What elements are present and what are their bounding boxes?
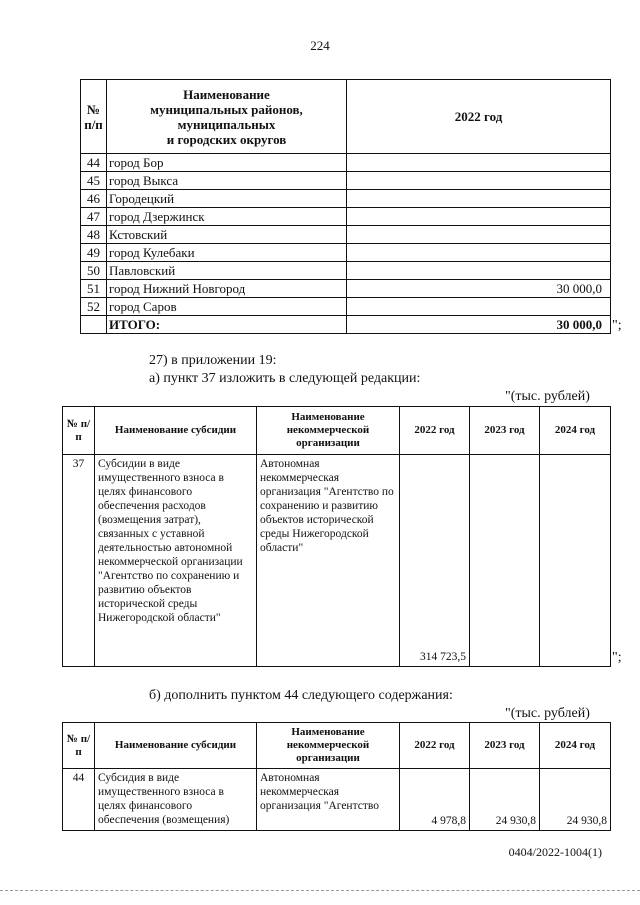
row-value — [347, 208, 611, 226]
row-name: город Саров — [107, 298, 347, 316]
row-name: город Кулебаки — [107, 244, 347, 262]
row-num: 48 — [81, 226, 107, 244]
row-name: Городецкий — [107, 190, 347, 208]
header-municipality — [107, 80, 347, 154]
table-row — [63, 769, 611, 831]
row-name: Павловский — [107, 262, 347, 280]
header-year-2022: 2022 год — [347, 80, 611, 154]
row-value-2022: 314 723,5 — [400, 455, 470, 667]
table-row — [81, 190, 611, 208]
row-value — [347, 244, 611, 262]
page-edge-divider — [0, 890, 640, 891]
row-name: город Нижний Новгород — [107, 280, 347, 298]
paragraph-a: а) пункт 37 изложить в следующей редакции: — [149, 371, 421, 386]
header-year-2023: 2023 год — [470, 723, 540, 769]
row-value — [347, 262, 611, 280]
municipalities-table — [80, 79, 611, 334]
total-empty-cell — [81, 316, 107, 334]
row-num: 45 — [81, 172, 107, 190]
header-year-2023: 2023 год — [470, 407, 540, 455]
row-num: 52 — [81, 298, 107, 316]
table-row — [81, 154, 611, 172]
subsidy-table-37 — [62, 406, 611, 667]
row-value-2024: 24 930,8 — [540, 769, 611, 831]
table-row — [81, 244, 611, 262]
row-num: 37 — [63, 455, 95, 667]
header-line: муниципальных — [177, 116, 276, 132]
row-num: 44 — [81, 154, 107, 172]
row-num: 44 — [63, 769, 95, 831]
row-num: 51 — [81, 280, 107, 298]
total-row — [81, 316, 611, 334]
row-num: 50 — [81, 262, 107, 280]
table-row — [81, 172, 611, 190]
header-year-2024: 2024 год — [540, 723, 611, 769]
row-subsidy: Субсидии в виде имущественного взноса в целях финансового обеспечения расходов (возмещения затрат), связанных с уставной деятельностью автономной некоммерческой организации "Агентство по сохранению и развитию объектов исторической среды Нижегородской области" — [95, 455, 257, 667]
row-name: город Дзержинск — [107, 208, 347, 226]
table-row — [81, 262, 611, 280]
row-num: 46 — [81, 190, 107, 208]
row-value — [347, 154, 611, 172]
row-value — [347, 226, 611, 244]
header-year-2022: 2022 год — [400, 407, 470, 455]
header-num: № п/п — [63, 407, 95, 455]
page-number: 224 — [310, 38, 330, 53]
table2-closing-quote: "; — [612, 650, 622, 665]
subsidy-table-44 — [62, 722, 611, 831]
row-name: город Выкса — [107, 172, 347, 190]
row-name: Кстовский — [107, 226, 347, 244]
header-subsidy: Наименование субсидии — [95, 723, 257, 769]
header-num: № п/п — [63, 723, 95, 769]
row-value-2022: 4 978,8 — [400, 769, 470, 831]
row-value — [347, 190, 611, 208]
table-row — [63, 455, 611, 667]
total-value: 30 000,0 — [347, 316, 611, 334]
table-row — [81, 208, 611, 226]
row-num: 47 — [81, 208, 107, 226]
units-label: "(тыс. рублей) — [505, 389, 590, 404]
row-name: город Бор — [107, 154, 347, 172]
row-subsidy: Субсидия в виде имущественного взноса в целях финансового обеспечения (возмещения) — [95, 769, 257, 831]
units-label: "(тыс. рублей) — [505, 706, 590, 721]
table-row — [81, 280, 611, 298]
total-label: ИТОГО: — [107, 316, 347, 334]
header-year-2024: 2024 год — [540, 407, 611, 455]
row-value — [347, 172, 611, 190]
row-value-2023: 24 930,8 — [470, 769, 540, 831]
table-row — [81, 298, 611, 316]
header-line: Наименование — [183, 86, 270, 102]
header-organization: Наименование некоммерческой организации — [257, 723, 400, 769]
paragraph-27: 27) в приложении 19: — [149, 353, 277, 368]
header-subsidy: Наименование субсидии — [95, 407, 257, 455]
header-year-2022: 2022 год — [400, 723, 470, 769]
row-value-2023 — [470, 455, 540, 667]
row-num: 49 — [81, 244, 107, 262]
table-row — [81, 226, 611, 244]
header-num: № п/п — [81, 80, 107, 154]
row-value: 30 000,0 — [347, 280, 611, 298]
header-line: и городских округов — [166, 131, 287, 147]
row-value-2024 — [540, 455, 611, 667]
header-line: муниципальных районов, — [150, 101, 303, 117]
header-organization: Наименование некоммерческой организации — [257, 407, 400, 455]
row-organization: Автономная некоммерческая организация "Агентство по сохранению и развитию объектов исторической среды Нижегородской области" — [257, 455, 400, 667]
table1-closing-quote: "; — [612, 318, 622, 333]
row-value — [347, 298, 611, 316]
paragraph-b: б) дополнить пунктом 44 следующего содержания: — [149, 688, 453, 703]
document-code: 0404/2022-1004(1) — [508, 845, 602, 859]
row-organization: Автономная некоммерческая организация "Агентство — [257, 769, 400, 831]
